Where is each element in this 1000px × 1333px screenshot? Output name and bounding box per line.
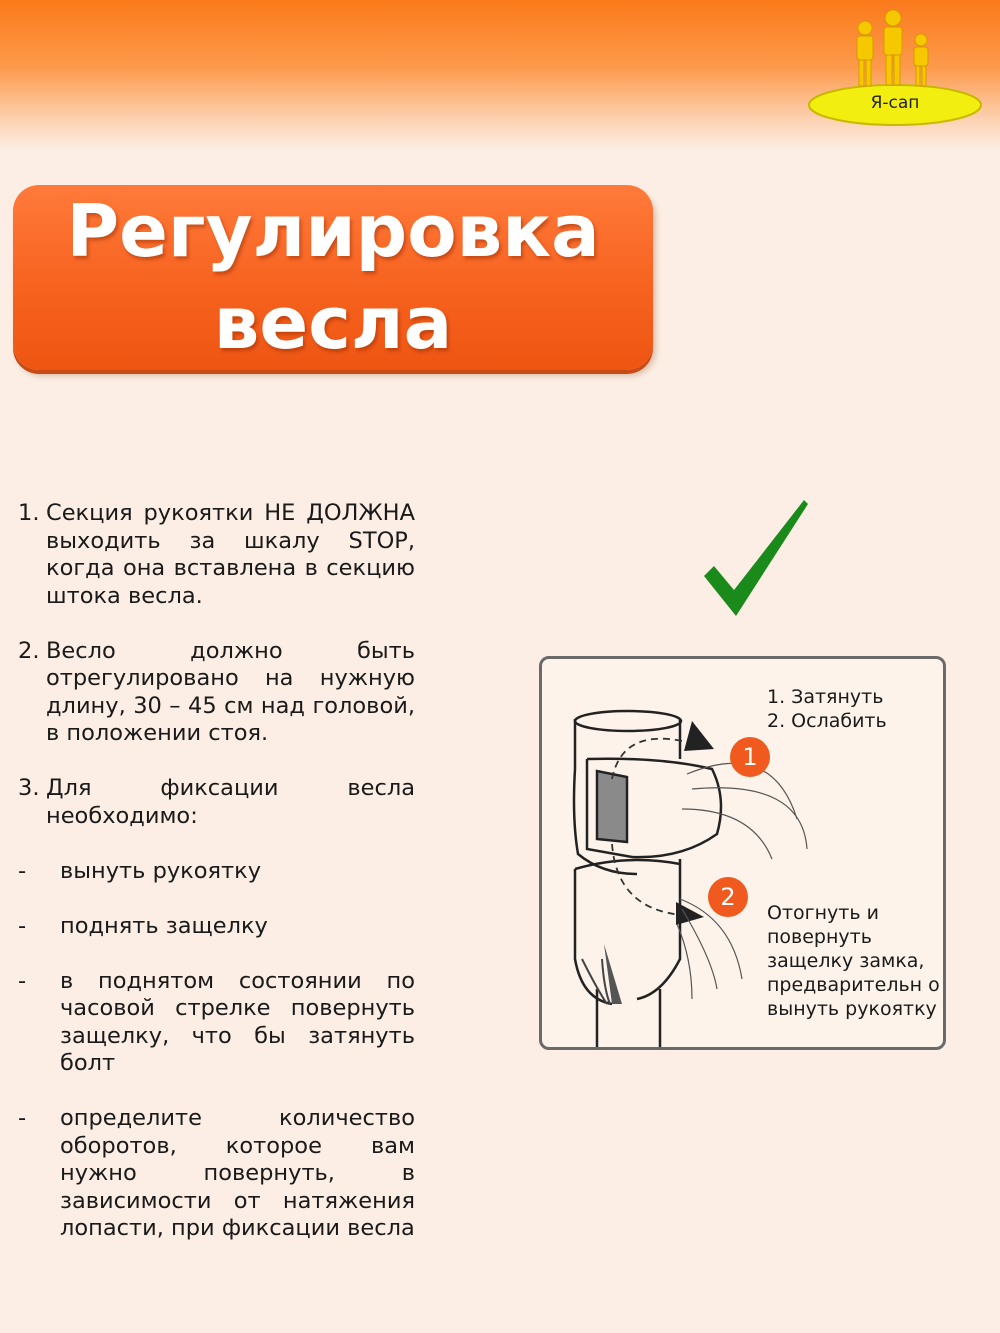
- logo: [805, 5, 985, 130]
- diagram-step-tighten: 1. Затянуть: [767, 686, 884, 708]
- instructions-text: [18, 500, 415, 1270]
- instruction-item: [18, 775, 415, 830]
- step-badge-2: 2: [708, 877, 748, 917]
- instruction-item: [18, 638, 415, 748]
- sub-step-dash: -: [18, 967, 27, 994]
- sub-step-item: [18, 858, 415, 886]
- instruction-text: Для фиксации весла необходимо:: [46, 775, 415, 829]
- sub-step-item: [18, 1105, 415, 1243]
- diagram-step-loosen: 2. Ослабить: [767, 710, 887, 732]
- paddle-lock-diagram: [539, 656, 946, 1050]
- sub-step-item: [18, 913, 415, 941]
- title-banner: [13, 185, 653, 370]
- instruction-number: 1.: [18, 500, 40, 526]
- sub-step-dash: -: [18, 912, 27, 939]
- sub-step-dash: -: [18, 1105, 27, 1131]
- diagram-note: Отогнуть и повернуть защелку замка, предварительн о вынуть рукоятку: [767, 902, 940, 1020]
- sub-step-text: в поднятом состоянии по часовой стрелке повернуть защелку, что бы затянуть болт: [60, 967, 415, 1076]
- instruction-number: 2.: [18, 637, 40, 664]
- page-title-line-2: весла: [213, 281, 453, 365]
- sub-step-text: определите количество оборотов, которое вам нужно повернуть, в зависимости от натяжения лопасти, при фиксации весла: [60, 1105, 415, 1241]
- sub-step-item: [18, 968, 415, 1078]
- instruction-text: Секция рукоятки НЕ ДОЛЖНА выходить за шкалу STOP, когда она вставлена в секцию штока весла.: [46, 500, 415, 609]
- checkmark-icon: [700, 498, 810, 618]
- diagram-steps-legend: [767, 685, 887, 733]
- instruction-number: 3.: [18, 775, 40, 801]
- sub-step-text: поднять защелку: [60, 912, 268, 939]
- sub-step-dash: -: [18, 857, 27, 884]
- step-badge-1: 1: [730, 737, 770, 777]
- logo-text: Я-сап: [870, 93, 920, 113]
- instruction-text: Весло должно быть отрегулировано на нужную длину, 30 – 45 см над головой, в положении стоя.: [46, 637, 415, 746]
- page-title-line-1: Регулировка: [66, 189, 600, 273]
- sub-step-text: вынуть рукоятку: [60, 857, 262, 884]
- instruction-item: [18, 500, 415, 610]
